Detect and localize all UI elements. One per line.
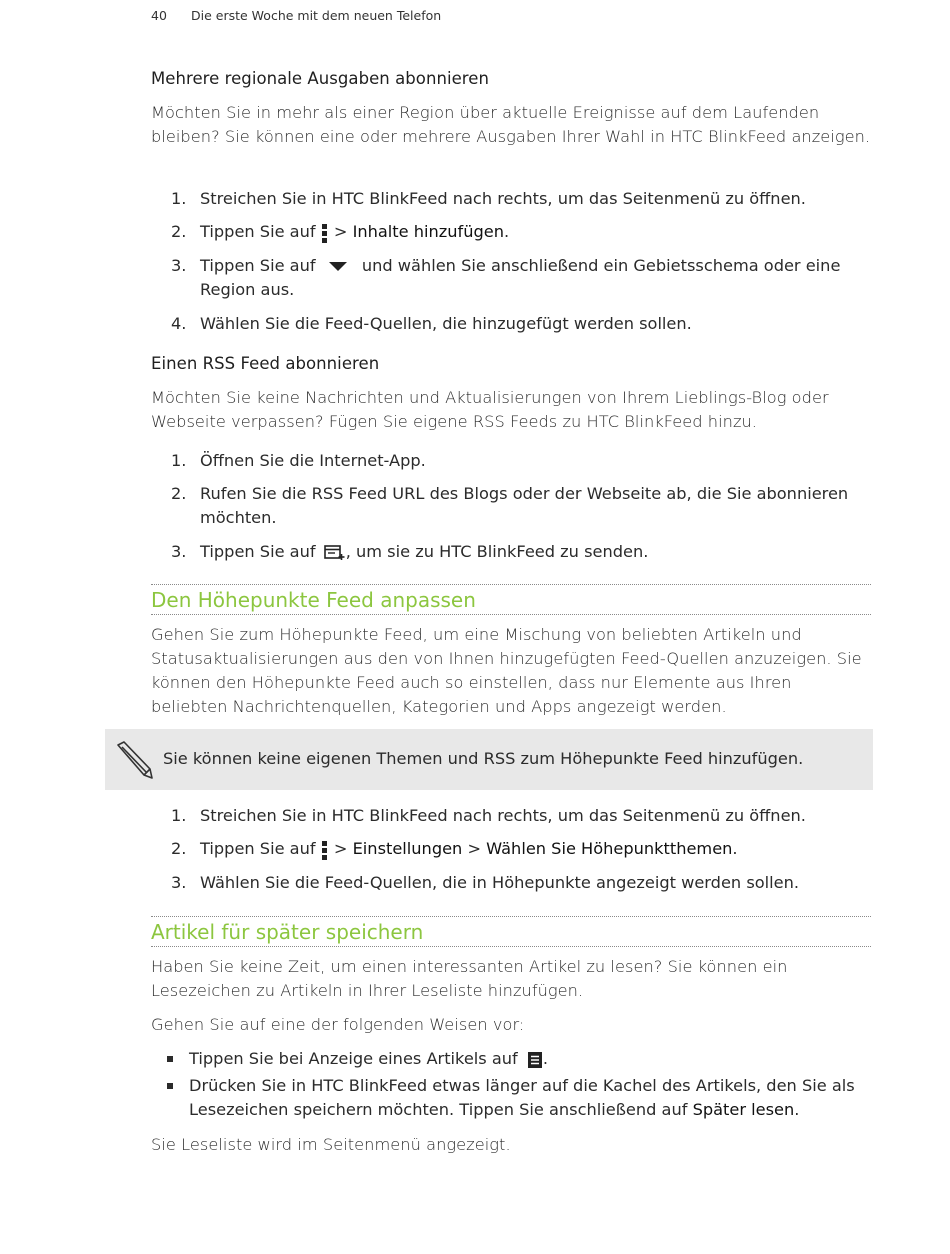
list-item — [151, 482, 873, 530]
save-lead: Gehen Sie auf eine der folgenden Weisen vor: — [151, 1015, 525, 1034]
section-title-save: Artikel für später speichern — [151, 916, 871, 947]
step-text: Öffnen Sie die Internet-App. — [200, 451, 426, 470]
step-text: Tippen Sie auf — [200, 256, 316, 275]
step-text: Wählen Sie die Feed-Quellen, die hinzugefügt werden sollen. — [200, 314, 692, 333]
step-number: 3. — [171, 873, 187, 892]
running-title: Die erste Woche mit dem neuen Telefon — [191, 8, 442, 23]
section-title-highlights: Den Höhepunkte Feed anpassen — [151, 584, 871, 615]
separator: > — [462, 839, 487, 858]
punctuation: . — [503, 222, 510, 241]
ui-label: Einstellungen — [352, 839, 463, 858]
bullet-marker — [167, 1056, 173, 1062]
pencil-icon — [114, 740, 154, 780]
step-text-continued: , um sie zu HTC BlinkFeed zu senden. — [345, 542, 649, 561]
note-text: Sie können keine eigenen Themen und RSS zum Höhepunkte Feed hinzufügen. — [163, 749, 804, 768]
subheading-regional: Mehrere regionale Ausgaben abonnieren — [151, 69, 489, 88]
punctuation: . — [794, 1100, 800, 1119]
rss-intro: Möchten Sie keine Nachrichten und Aktualisierungen von Ihrem Lieblings-Blog oder Webseite verpassen? Fügen Sie eigene RSS Feeds zu HTC BlinkFeed hinzu. — [151, 388, 829, 431]
dropdown-arrow-icon — [329, 262, 347, 272]
step-text: Tippen Sie auf — [200, 542, 316, 561]
step-number: 2. — [171, 839, 187, 858]
ui-label: Später lesen — [692, 1100, 795, 1119]
step-number: 1. — [171, 806, 187, 825]
ui-label: Wählen Sie Höhepunktthemen — [486, 839, 733, 858]
list-item — [151, 1074, 873, 1122]
step-text: Rufen Sie die RSS Feed URL des Blogs oder der Webseite ab, die Sie abonnieren möchten. — [200, 484, 849, 527]
bullet-marker — [167, 1083, 173, 1089]
bookmark-icon — [527, 1051, 543, 1069]
step-number: 3. — [171, 542, 187, 561]
bullet-text: Tippen Sie bei Anzeige eines Artikels auf — [189, 1049, 518, 1068]
separator: > — [328, 222, 353, 241]
step-number: 1. — [171, 189, 187, 208]
save-intro: Haben Sie keine Zeit, um einen interessanten Artikel zu lesen? Sie können ein Lesezeichen zu Artikeln in Ihrer Leseliste hinzufügen. — [151, 957, 788, 1000]
step-text: Tippen Sie auf — [200, 839, 316, 858]
page-number: 40 — [151, 8, 167, 23]
step-number: 3. — [171, 256, 187, 275]
more-vertical-icon — [321, 223, 329, 243]
step-number: 1. — [171, 451, 187, 470]
list-item — [151, 254, 873, 302]
add-to-feed-icon — [324, 545, 346, 561]
punctuation: . — [732, 839, 738, 858]
step-number: 2. — [171, 484, 187, 503]
save-footer: Sie Leseliste wird im Seitenmenü angezeigt. — [151, 1135, 511, 1154]
note-box — [105, 729, 873, 790]
step-text-continued: und wählen Sie anschließend ein Gebietsschema oder eine Region aus. — [200, 256, 841, 299]
step-number: 2. — [171, 222, 187, 241]
subheading-rss: Einen RSS Feed abonnieren — [151, 354, 380, 373]
step-number: 4. — [171, 314, 187, 333]
ui-label: Inhalte hinzufügen — [352, 222, 504, 241]
highlights-intro: Gehen Sie zum Höhepunkte Feed, um eine Mischung von beliebten Artikeln und Statusaktualisierungen aus den von Ihnen hinzugefügten Feed-Quellen anzuzeigen. Sie können den Höhepunkte Feed auch so einstellen, dass nur Elemente aus Ihren beliebten Nachrichtenquellen, Kategorien und Apps angezeigt werden. — [151, 625, 862, 716]
separator: > — [328, 839, 353, 858]
bullet-text: Drücken Sie in HTC BlinkFeed etwas länger auf die Kachel des Artikels, den Sie als Lesezeichen speichern möchten. Tippen Sie anschließend auf — [189, 1076, 855, 1119]
step-text: Streichen Sie in HTC BlinkFeed nach rechts, um das Seitenmenü zu öffnen. — [200, 189, 806, 208]
running-header — [151, 8, 441, 23]
step-text: Tippen Sie auf — [200, 222, 316, 241]
step-text: Streichen Sie in HTC BlinkFeed nach rechts, um das Seitenmenü zu öffnen. — [200, 806, 806, 825]
step-text: Wählen Sie die Feed-Quellen, die in Höhepunkte angezeigt werden sollen. — [200, 873, 800, 892]
regional-intro: Möchten Sie in mehr als einer Region über aktuelle Ereignisse auf dem Laufenden bleiben? Sie können eine oder mehrere Ausgaben Ihrer Wahl in HTC BlinkFeed anzeigen. — [151, 103, 871, 146]
punctuation: . — [542, 1049, 549, 1068]
more-vertical-icon — [321, 840, 329, 860]
